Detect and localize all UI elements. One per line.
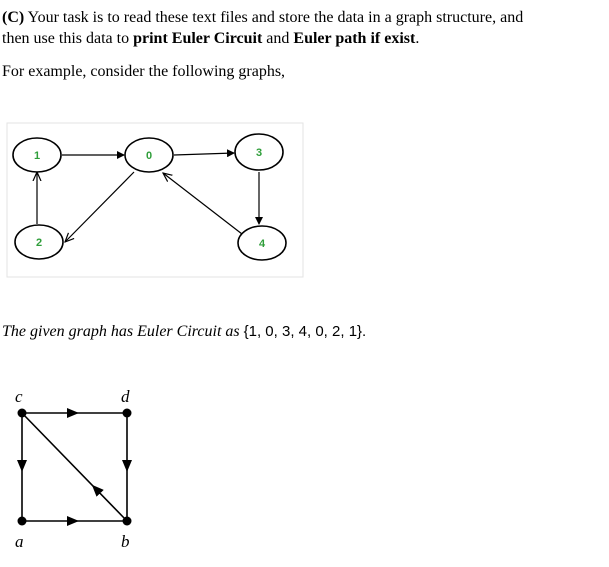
emphasis-euler-path: Euler path if exist bbox=[293, 30, 416, 47]
graph-1-node-2 bbox=[15, 225, 63, 259]
node-label: 1 bbox=[33, 150, 41, 162]
vertex-label-b: b bbox=[121, 532, 130, 551]
node-label: 4 bbox=[258, 238, 266, 250]
part-marker: (C) bbox=[2, 9, 25, 26]
node-label: 3 bbox=[255, 147, 263, 159]
graph-1-node-1 bbox=[13, 138, 61, 172]
intro-line-2-prefix: then use this data to bbox=[2, 30, 134, 47]
vertex-label-c: c bbox=[15, 387, 23, 406]
node-label: 0 bbox=[145, 150, 153, 162]
intro-line-2-mid: and bbox=[262, 30, 294, 47]
intro-line-1-text: Your task is to read these text files and store the data in a graph structure, and bbox=[24, 9, 524, 26]
example-intro: For example, consider the following graphs, bbox=[2, 63, 286, 80]
euler-circuit-caption bbox=[2, 323, 366, 341]
vertex-label-d: d bbox=[121, 387, 130, 406]
node-label: 2 bbox=[35, 237, 43, 249]
caption-italic-text: The given graph has Euler Circuit as bbox=[2, 323, 244, 340]
vertex-label-a: a bbox=[15, 532, 24, 551]
intro-line-2-end: . bbox=[415, 30, 420, 47]
emphasis-euler-circuit: print Euler Circuit bbox=[133, 30, 263, 47]
graph-1-node-0 bbox=[125, 138, 173, 172]
graph-1-node-3 bbox=[235, 134, 283, 170]
caption-sequence: {1, 0, 3, 4, 0, 2, 1}. bbox=[243, 323, 367, 340]
graph-1-node-4 bbox=[238, 226, 286, 260]
